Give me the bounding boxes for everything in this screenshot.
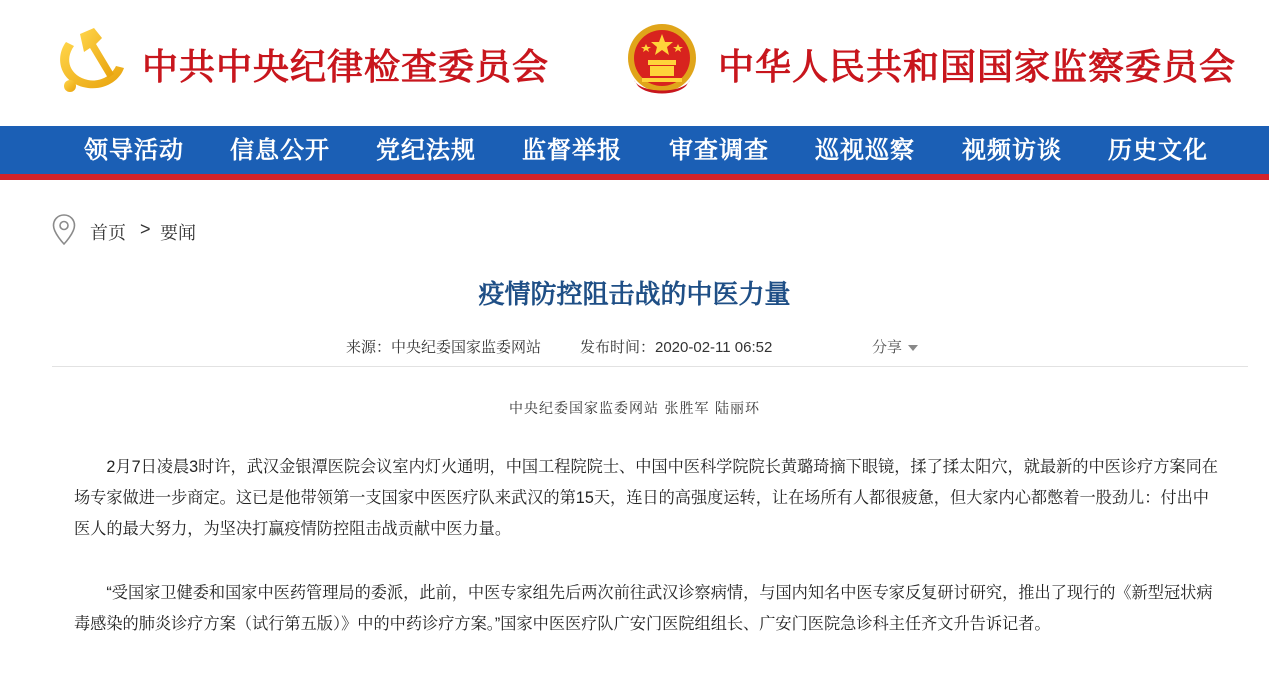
- breadcrumb-current[interactable]: 要闻: [160, 223, 196, 243]
- hammer-sickle-icon[interactable]: [52, 24, 128, 96]
- location-pin-icon: [52, 214, 76, 246]
- org-title-cpc[interactable]: 中共中央纪律检查委员会: [142, 46, 550, 88]
- nav-item-history[interactable]: 历史文化: [1108, 135, 1208, 164]
- caret-down-icon: [908, 345, 918, 351]
- nav-item-report[interactable]: 监督举报: [522, 135, 622, 164]
- share-label: 分享: [872, 338, 903, 356]
- org-title-nsc[interactable]: 中华人民共和国国家监察委员会: [718, 46, 1237, 88]
- breadcrumb-home-link[interactable]: 首页: [90, 223, 126, 243]
- nav-item-investigation[interactable]: 审查调查: [669, 135, 769, 164]
- article-publish-time: 发布时间：2020-02-11 06:52: [580, 339, 773, 356]
- article-paragraph: “受国家卫健委和国家中医药管理局的委派，此前，中医专家组先后两次前往武汉诊察病情，与国内知名中医专家反复研讨研究，推出了现行的《新型冠状病毒感染的肺炎诊疗方案（试行第五版）》中的中药诊疗方案。”国家中医医疗队广安门医院组组长、广安门医院急诊科主任齐文升告诉记者。: [74, 584, 1213, 633]
- breadcrumb-separator: >: [140, 219, 151, 239]
- nav-item-info-public[interactable]: 信息公开: [230, 135, 330, 164]
- meta-divider: [52, 366, 1248, 367]
- share-button[interactable]: [872, 336, 918, 357]
- article-title: 疫情防控阻击战的中医力量: [478, 279, 791, 309]
- site-header: [0, 0, 1269, 126]
- nav-item-regulations[interactable]: 党纪法规: [376, 135, 476, 164]
- article-byline: 中央纪委国家监委网站 张胜军 陆丽环: [509, 401, 760, 417]
- article-paragraph: 2月7日凌晨3时许，武汉金银潭医院会议室内灯火通明，中国工程院院士、中国中医科学院院长黄璐琦摘下眼镜，揉了揉太阳穴，就最新的中医诊疗方案同在场专家做进一步商定。这已是他带领第一支国家中医医疗队来武汉的第15天，连日的高强度运转，让在场所有人都很疲惫，但大家内心都憋着一股劲儿：付出中医人的最大努力，为坚决打赢疫情防控阻击战贡献中医力量。: [74, 458, 1218, 538]
- nav-item-leadership[interactable]: 领导活动: [84, 135, 184, 164]
- nav-item-inspection[interactable]: 巡视巡察: [815, 135, 915, 164]
- main-nav: [0, 126, 1269, 180]
- article-source: 来源：中央纪委国家监委网站: [346, 339, 542, 356]
- nav-item-video[interactable]: 视频访谈: [962, 135, 1062, 164]
- national-emblem-icon[interactable]: [626, 20, 698, 98]
